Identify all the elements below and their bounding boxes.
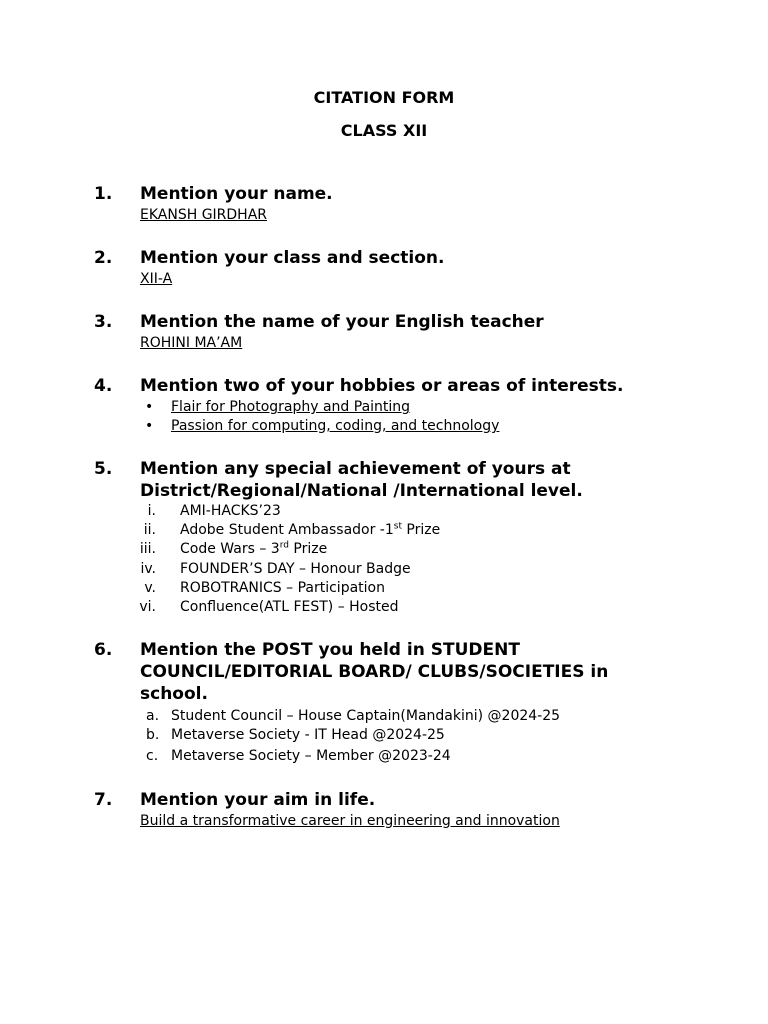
hobby-text: Flair for Photography and Painting	[171, 399, 411, 415]
class-heading: CLASS XII	[340, 121, 428, 140]
answer-aim-in-life: Build a transformative career in engineering and innovation	[140, 813, 560, 829]
list-marker: iii.	[139, 541, 156, 557]
list-marker: v.	[144, 580, 156, 596]
question-text-line: school.	[140, 684, 208, 704]
list-item	[0, 560, 768, 579]
list-item	[0, 398, 768, 417]
question-number: 3.	[94, 312, 113, 332]
post-text: Metaverse Society – Member @2023-24	[171, 748, 451, 764]
list-marker: b.	[146, 727, 160, 743]
form-title: CITATION FORM	[313, 88, 455, 107]
bullet-icon: •	[145, 399, 154, 415]
answer-class-section: XII-A	[140, 271, 173, 287]
post-text: Metaverse Society - IT Head @2024-25	[171, 727, 445, 743]
question-number: 4.	[94, 376, 113, 396]
post-text: Student Council – House Captain(Mandakini) @2024-25	[171, 708, 561, 724]
question-text: Mention the name of your English teacher	[140, 312, 544, 332]
question-text-line: Mention any special achievement of yours at	[140, 459, 571, 479]
question-text: Mention your name.	[140, 184, 333, 204]
bullet-icon: •	[145, 418, 154, 434]
question-number: 2.	[94, 248, 113, 268]
question-number: 7.	[94, 790, 113, 810]
question-text-line: Mention the POST you held in STUDENT	[140, 640, 520, 660]
list-marker: i.	[147, 503, 156, 519]
question-text: Mention two of your hobbies or areas of interests.	[140, 376, 624, 396]
hobby-text: Passion for computing, coding, and technology	[171, 418, 500, 434]
list-marker: iv.	[140, 561, 156, 577]
answer-name: EKANSH GIRDHAR	[140, 207, 268, 223]
list-item	[0, 707, 768, 726]
achievement-text: Confluence(ATL FEST) – Hosted	[180, 599, 399, 615]
list-item	[0, 747, 768, 766]
question-text: Mention your class and section.	[140, 248, 445, 268]
achievement-text: FOUNDER’S DAY – Honour Badge	[180, 561, 411, 577]
achievement-text: AMI-HACKS’23	[180, 503, 281, 519]
list-marker: ii.	[143, 522, 156, 538]
list-marker: a.	[146, 708, 160, 724]
list-item	[0, 579, 768, 598]
question-number: 6.	[94, 640, 113, 660]
question-number: 1.	[94, 184, 113, 204]
achievement-text: Adobe Student Ambassador -1st Prize	[180, 521, 441, 538]
question-text	[140, 639, 700, 705]
question-text: Mention your aim in life.	[140, 790, 376, 810]
question-text	[140, 458, 700, 502]
question-number: 5.	[94, 459, 113, 479]
question-text-line: District/Regional/National /International level.	[140, 481, 583, 501]
list-marker: c.	[146, 748, 159, 764]
list-item	[0, 726, 768, 745]
answer-english-teacher: ROHINI MA’AM	[140, 335, 243, 351]
achievement-text: Code Wars – 3rd Prize	[180, 540, 328, 557]
list-item	[0, 598, 768, 617]
achievement-text: ROBOTRANICS – Participation	[180, 580, 385, 596]
list-marker: vi.	[139, 599, 156, 615]
list-item	[0, 502, 768, 521]
list-item	[0, 540, 768, 559]
question-text-line: COUNCIL/EDITORIAL BOARD/ CLUBS/SOCIETIES in	[140, 662, 609, 682]
list-item	[0, 521, 768, 540]
list-item	[0, 417, 768, 436]
